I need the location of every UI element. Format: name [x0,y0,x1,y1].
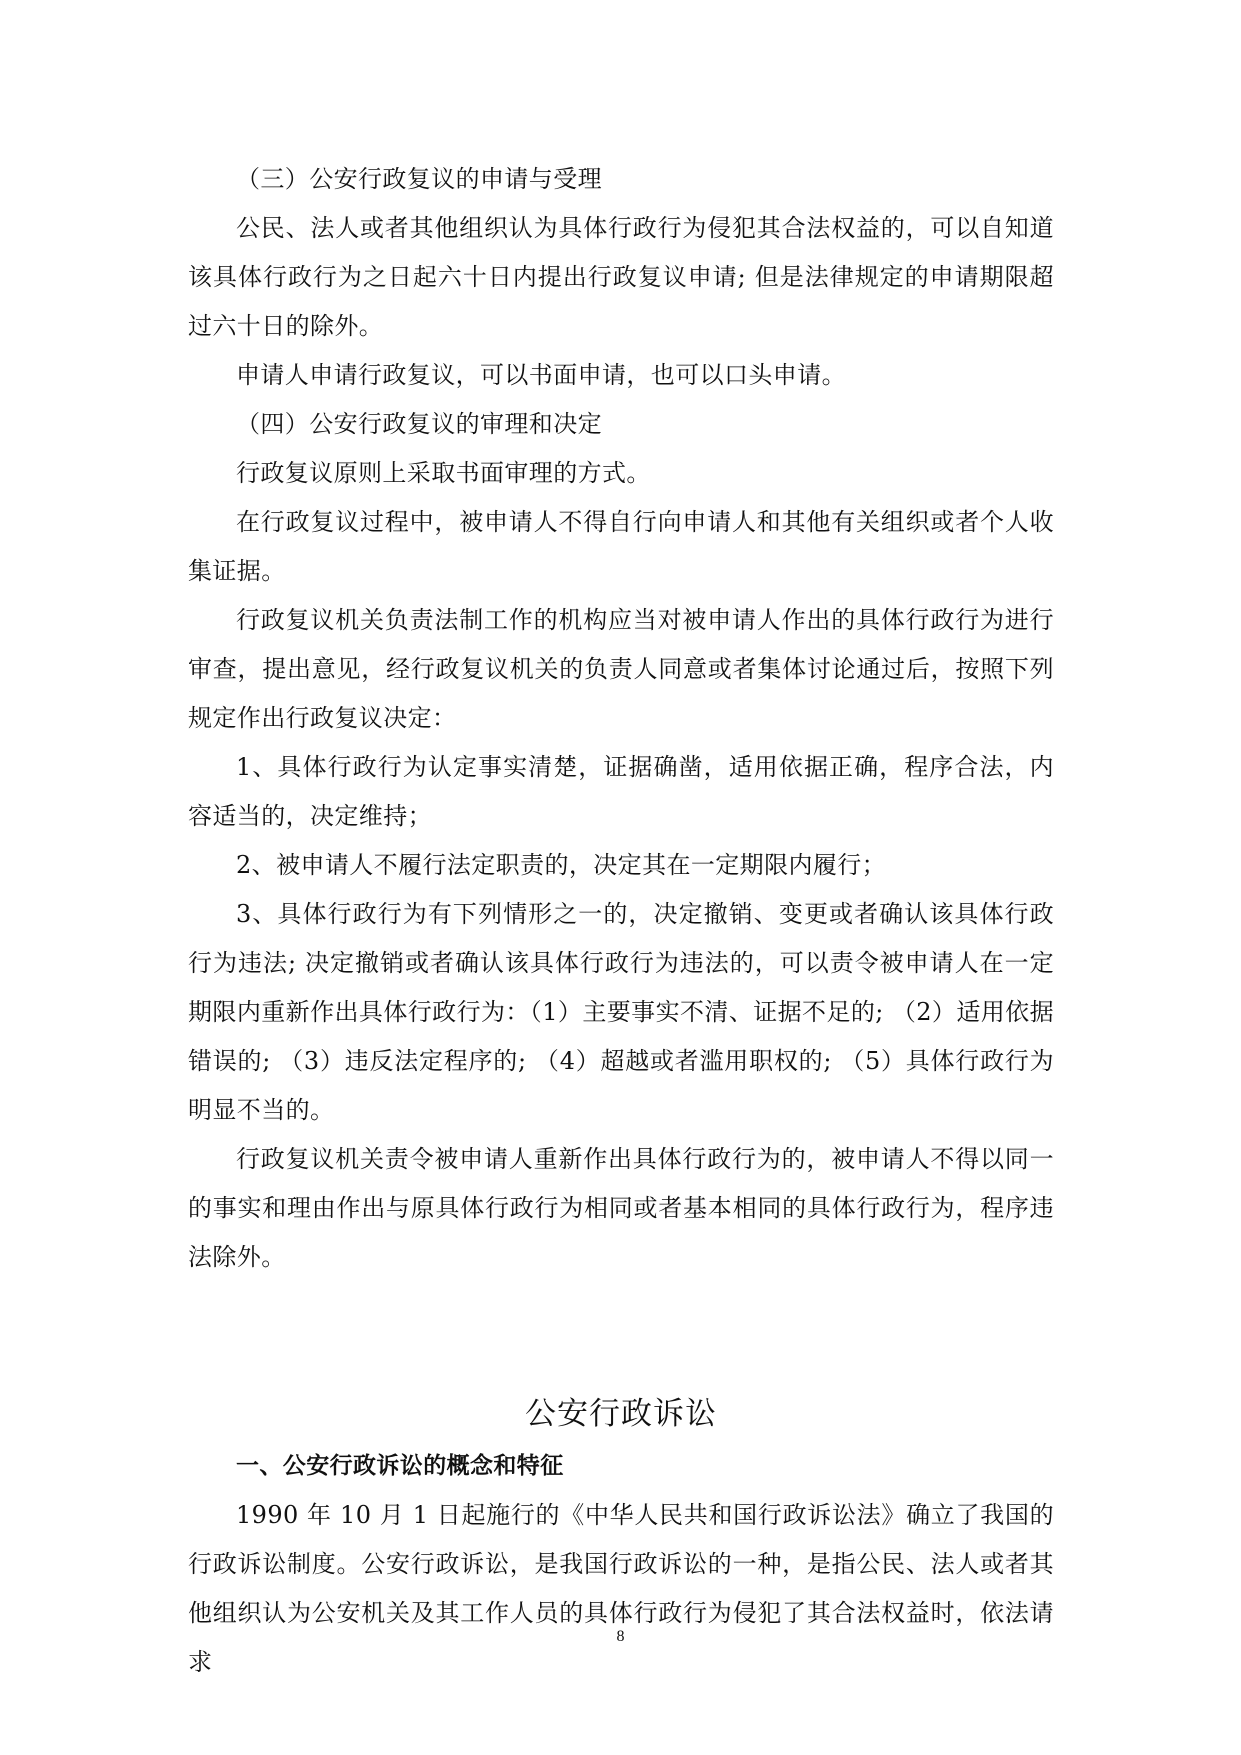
document-body [188,155,1054,1687]
paragraph-evidence: 在行政复议过程中，被申请人不得自行向申请人和其他有关组织或者个人收集证据。 [188,508,1054,585]
heading-section-four: （四）公安行政复议的审理和决定 [236,410,602,438]
paragraph-legal-office-review: 行政复议机关负责法制工作的机构应当对被申请人作出的具体行政行为进行审查，提出意见，经行政复议机关的负责人同意或者集体讨论通过后，按照下列规定作出行政复议决定： [188,606,1054,732]
subheading-concept: 一、公安行政诉讼的概念和特征 [236,1453,564,1479]
paragraph-intro: 1990 年 10 月 1 日起施行的《中华人民共和国行政诉讼法》确立了我国的行政诉讼制度。公安行政诉讼，是我国行政诉讼的一种，是指公民、法人或者其他组织认为公安机关及其工作人员的具体行政行为侵犯了其合法权益时，依法请求 [188,1501,1054,1676]
heading-section-three: （三）公安行政复议的申请与受理 [236,165,602,193]
list-item-2: 2、被申请人不履行法定职责的，决定其在一定期限内履行； [236,851,887,879]
section-title: 公安行政诉讼 [525,1396,717,1432]
section-spacer [188,1282,1054,1386]
paragraph-redo-order: 行政复议机关责令被申请人重新作出具体行政行为的，被申请人不得以同一的事实和理由作出与原具体行政行为相同或者基本相同的具体行政行为，程序违法除外。 [188,1145,1054,1271]
list-item-1: 1、具体行政行为认定事实清楚，证据确凿，适用依据正确，程序合法，内容适当的，决定维持； [188,753,1054,830]
paragraph-application: 公民、法人或者其他组织认为具体行政行为侵犯其合法权益的，可以自知道该具体行政行为之日起六十日内提出行政复议申请; 但是法律规定的申请期限超过六十日的除外。 [188,214,1054,340]
page-number: 8 [616,1628,625,1645]
paragraph-written-review: 行政复议原则上采取书面审理的方式。 [236,459,651,487]
list-item-3: 3、具体行政行为有下列情形之一的，决定撤销、变更或者确认该具体行政行为违法; 决定撤销或者确认该具体行政行为违法的，可以责令被申请人在一定期限内重新作出具体行政行为：（1）主要事实不清、证据不足的; （2）适用依据错误的; （3）违反法定程序的; （4）超越或者滥用职权的; （5）具体行政行为明显不当的。 [188,900,1054,1124]
paragraph-written-or-oral: 申请人申请行政复议，可以书面申请，也可以口头申请。 [236,361,846,389]
